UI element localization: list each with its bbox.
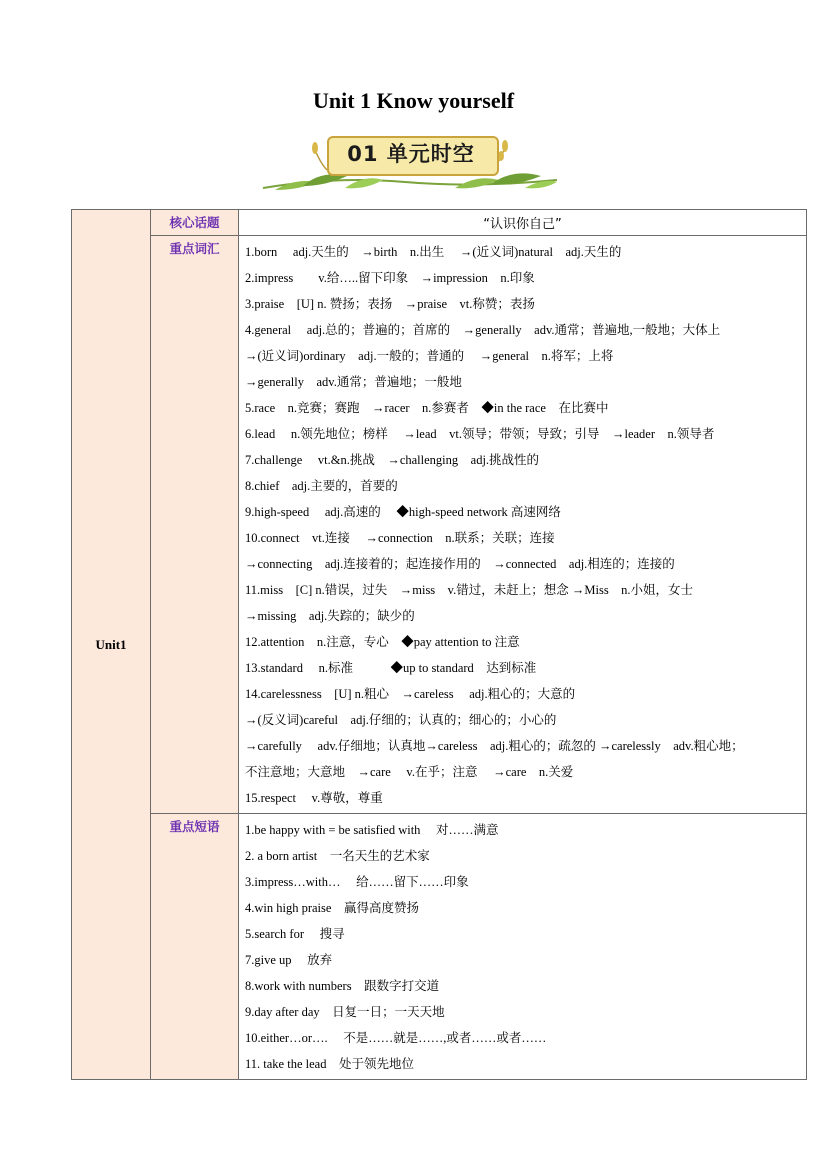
vocab-line: →generally adv.通常；普遍地；一般地 xyxy=(245,375,462,389)
vocab-line: →missing adj.失踪的；缺少的 xyxy=(245,609,415,623)
banner-label: 01 单元时空 xyxy=(347,142,475,166)
vocab-line: 不注意地；大意地 →care v.在乎；注意 →care n.关爱 xyxy=(245,765,574,779)
vocab-line: 11.miss [C] n.错误，过失 →miss v.错过，未赶上；想念 →Miss n.小姐，女士 xyxy=(245,583,694,597)
vocab-line: →(近义词)ordinary adj.一般的；普通的 →general n.将军；上将 xyxy=(245,349,614,363)
page-title: Unit 1 Know yourself xyxy=(312,88,515,113)
topic-text: “认识你自己” xyxy=(239,210,807,236)
vocabulary-list xyxy=(239,236,807,814)
unit-label: Unit1 xyxy=(72,210,151,1080)
phrase-line: 2. a born artist 一名天生的艺术家 xyxy=(245,849,430,863)
phrase-line: 5.search for 搜寻 xyxy=(245,927,345,941)
vocab-line: →(反义词)careful adj.仔细的；认真的；细心的；小心的 xyxy=(245,713,557,727)
section-banner xyxy=(255,130,565,202)
vocab-line: 10.connect vt.连接 →connection n.联系；关联；连接 xyxy=(245,531,555,545)
vocab-line: 13.standard n.标准 ◆up to standard 达到标准 xyxy=(245,661,537,675)
vocab-line: →connecting adj.连接着的；起连接作用的 →connected adj.相连的；连接的 xyxy=(245,557,675,571)
vocab-line: 1.born adj.天生的 →birth n.出生 →(近义词)natural adj.天生的 xyxy=(245,245,622,259)
phrase-line: 1.be happy with = be satisfied with 对……满意 xyxy=(245,823,499,837)
vocab-line: 15.respect v.尊敬，尊重 xyxy=(245,791,383,805)
vocab-line: 14.carelessness [U] n.粗心 →careless adj.粗心的；大意的 xyxy=(245,687,576,701)
topic-category: 核心话题 xyxy=(151,210,239,236)
phrase-line: 8.work with numbers 跟数字打交道 xyxy=(245,979,440,993)
topic-row xyxy=(72,210,807,236)
phrase-line: 7.give up 放弃 xyxy=(245,953,333,967)
vocab-line: 3.praise [U] n. 赞扬；表扬 →praise vt.称赞；表扬 xyxy=(245,297,535,311)
vocab-line: 9.high-speed adj.高速的 ◆high-speed network 高速网络 xyxy=(245,505,561,519)
vocab-line: 7.challenge vt.&n.挑战 →challenging adj.挑战性的 xyxy=(245,453,540,467)
phrase-line: 11. take the lead 处于领先地位 xyxy=(245,1057,414,1071)
vocab-line: 8.chief adj.主要的，首要的 xyxy=(245,479,398,493)
phrases-category: 重点短语 xyxy=(151,814,239,1080)
vocab-line: →carefully adv.仔细地；认真地→careless adj.粗心的；疏忽的 →carelessly adv.粗心地； xyxy=(245,739,744,753)
vocab-line: 2.impress v.给…..留下印象 →impression n.印象 xyxy=(245,271,535,285)
unit-table xyxy=(71,209,807,1080)
vocabulary-category: 重点词汇 xyxy=(151,236,239,814)
vocab-line: 4.general adj.总的；普遍的；首席的 →generally adv.通常；普遍地,一般地；大体上 xyxy=(245,323,721,337)
phrases-list xyxy=(239,814,807,1080)
phrase-line: 9.day after day 日复一日；一天天地 xyxy=(245,1005,445,1019)
phrases-row xyxy=(72,814,807,1080)
vocab-line: 12.attention n.注意，专心 ◆pay attention to 注意 xyxy=(245,635,520,649)
vocabulary-row xyxy=(72,236,807,814)
vocab-line: 5.race n.竞赛；赛跑 →racer n.参赛者 ◆in the race 在比赛中 xyxy=(245,401,609,415)
phrase-line: 3.impress…with… 给……留下……印象 xyxy=(245,875,469,889)
vocab-line: 6.lead n.领先地位；榜样 →lead vt.领导；带领；导致；引导 →leader n.领导者 xyxy=(245,427,715,441)
phrase-line: 4.win high praise 赢得高度赞扬 xyxy=(245,901,419,915)
phrase-line: 10.either…or…. 不是……就是……,或者……或者…… xyxy=(245,1031,547,1045)
